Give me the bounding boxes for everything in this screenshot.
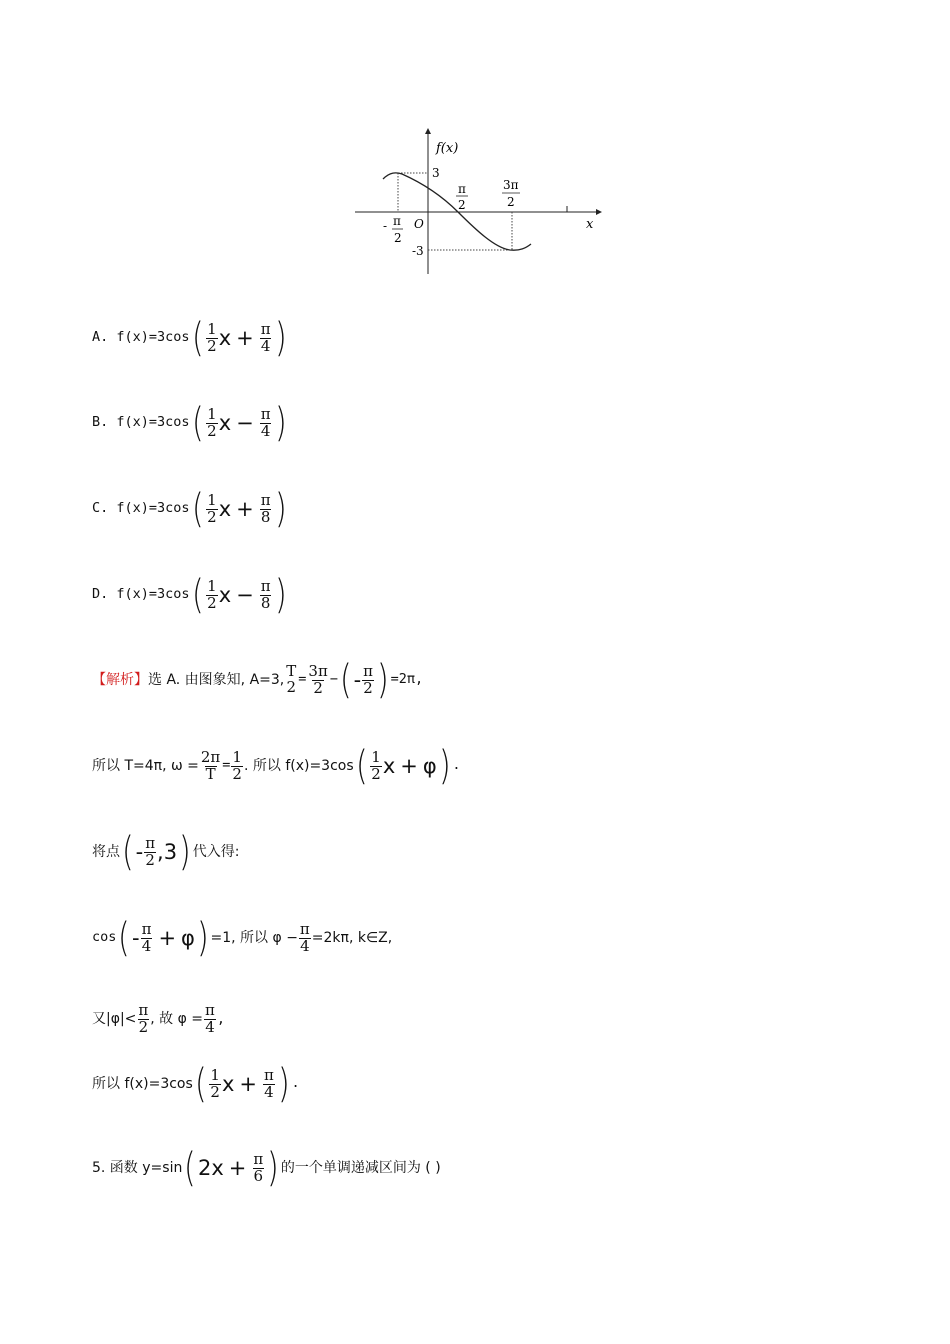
math-part: 6 xyxy=(253,1166,264,1185)
math-part: 2x xyxy=(197,1155,224,1180)
math-part: 4 xyxy=(260,336,271,355)
math-part: + xyxy=(158,925,177,950)
math-part: π xyxy=(260,576,271,595)
math-part xyxy=(307,661,328,697)
math-part xyxy=(263,1065,275,1101)
tick-neg3-label: -3 xyxy=(412,244,424,258)
math-part: =2π, xyxy=(390,671,424,688)
math-part xyxy=(206,576,218,612)
math-part: π xyxy=(363,661,373,680)
math-part: . xyxy=(291,1075,300,1092)
three-pi-num: 3π xyxy=(503,178,519,192)
math-part: x xyxy=(221,1071,235,1096)
math-part xyxy=(285,664,297,696)
math-part xyxy=(206,319,218,355)
math-part: x xyxy=(218,582,232,607)
math-part: ( xyxy=(191,572,204,618)
math-part xyxy=(141,919,153,955)
math-part: 1 xyxy=(207,490,217,509)
neg-sign: - xyxy=(383,219,388,233)
option-prefix: C. f(x)=3cos xyxy=(92,500,190,517)
math-part: 2 xyxy=(371,764,381,783)
math-part xyxy=(231,747,243,783)
math-part: π xyxy=(138,1001,149,1019)
math-part: ( xyxy=(121,829,134,875)
origin-label: O xyxy=(414,217,424,231)
solution-line-2 xyxy=(92,743,461,789)
math-part: = xyxy=(298,671,307,688)
math-part: + xyxy=(400,753,418,778)
math-part: 2π xyxy=(200,747,221,766)
math-part: , xyxy=(216,1010,226,1027)
math-part: - xyxy=(135,839,144,864)
math-part: + xyxy=(239,1071,257,1096)
math-part xyxy=(252,1149,264,1185)
math-part: − xyxy=(329,671,338,688)
solution-tag: 【解析】 xyxy=(92,672,148,688)
math-part: x xyxy=(218,410,232,435)
math-part xyxy=(206,490,218,526)
math-part: π xyxy=(260,404,271,423)
math-part xyxy=(370,747,382,783)
math-part xyxy=(137,1003,149,1036)
math-part: T xyxy=(205,764,216,783)
neg-pi-num: π xyxy=(393,214,401,228)
option-prefix: D. f(x)=3cos xyxy=(92,586,190,603)
math-part: 4 xyxy=(260,421,271,440)
math-part: ( xyxy=(191,315,204,361)
math-part: π xyxy=(205,1001,215,1019)
math-part: 2 xyxy=(313,678,323,697)
math-part: ( xyxy=(194,1061,207,1107)
math-part: 2 xyxy=(363,678,373,697)
math-part xyxy=(260,490,272,526)
math-part: + xyxy=(236,325,254,350)
math-part xyxy=(299,919,311,955)
math-part: ( xyxy=(355,743,368,789)
math-part: ( xyxy=(191,400,204,446)
math-part xyxy=(204,1003,216,1036)
math-part: 2 xyxy=(232,764,242,783)
math-part: 8 xyxy=(260,507,271,526)
math-part: 2 xyxy=(138,1017,149,1036)
math-part: 的一个单调递减区间为 ( ) xyxy=(280,1160,441,1176)
math-part: T xyxy=(286,662,297,681)
x-axis-arrow-icon xyxy=(596,209,602,215)
math-part: φ xyxy=(422,753,437,778)
math-part xyxy=(200,747,221,783)
math-part: 2 xyxy=(207,336,217,355)
math-part xyxy=(260,319,272,355)
math-part: 4 xyxy=(264,1082,274,1101)
question-5 xyxy=(92,1145,441,1191)
math-part: 1 xyxy=(232,747,242,766)
math-part: cos xyxy=(92,929,117,946)
math-part: 3 xyxy=(163,839,178,864)
math-part: 代入得: xyxy=(192,844,240,860)
math-part: ) xyxy=(267,1145,279,1191)
math-part: ( xyxy=(191,486,204,532)
option-d xyxy=(92,572,288,618)
option-prefix: A. f(x)=3cos xyxy=(92,329,190,346)
solution-line-3 xyxy=(92,829,240,875)
tick-3-label: 3 xyxy=(432,166,440,180)
math-part: + xyxy=(228,1155,247,1180)
math-part: π xyxy=(253,1149,264,1168)
math-part: = xyxy=(222,757,231,774)
math-part: 1 xyxy=(207,319,217,338)
math-part: 2 xyxy=(286,678,297,696)
math-part: ) xyxy=(274,572,287,618)
pi-half-den: 2 xyxy=(458,198,466,212)
math-part: . 所以 f(x)=3cos xyxy=(243,758,354,774)
pi-half-num: π xyxy=(458,182,466,196)
math-part: ( xyxy=(339,657,352,703)
math-part xyxy=(209,1065,221,1101)
math-part: . xyxy=(452,757,461,774)
math-part: ) xyxy=(196,915,209,961)
math-part: 3π xyxy=(308,661,328,680)
math-part: 选 A. 由图象知, A=3, xyxy=(148,672,285,688)
math-part xyxy=(260,404,272,440)
math-part: π xyxy=(299,919,310,938)
math-part xyxy=(260,576,272,612)
math-part: − xyxy=(236,410,254,435)
math-part: π xyxy=(260,490,271,509)
math-part: - xyxy=(353,667,362,692)
math-part: − xyxy=(236,582,254,607)
option-c xyxy=(92,486,288,532)
math-part: - xyxy=(132,925,140,950)
math-part: 1 xyxy=(207,404,217,423)
math-part: 将点 xyxy=(92,844,120,860)
math-part: ( xyxy=(184,1145,197,1191)
math-part: π xyxy=(260,319,271,338)
option-b xyxy=(92,400,288,446)
math-part xyxy=(206,404,218,440)
math-part xyxy=(362,661,374,697)
option-a xyxy=(92,315,288,361)
math-part: 1 xyxy=(371,747,381,766)
math-part: , 故 φ = xyxy=(150,1011,204,1028)
math-part: 所以 f(x)=3cos xyxy=(92,1076,193,1092)
solution-line-6 xyxy=(92,1061,300,1107)
math-part: 2 xyxy=(210,1082,220,1101)
math-part: ) xyxy=(274,315,287,361)
three-pi-den: 2 xyxy=(507,195,515,209)
math-part: 1 xyxy=(207,576,217,595)
math-part: =2kπ, k∈Z, xyxy=(311,930,393,946)
function-graph xyxy=(350,126,610,276)
math-part: 5. 函数 y=sin xyxy=(92,1160,183,1176)
math-part: ( xyxy=(118,915,131,961)
x-axis-label: x xyxy=(586,217,594,232)
math-part: ) xyxy=(438,743,451,789)
math-part: , xyxy=(157,839,164,864)
math-part: x xyxy=(382,753,396,778)
math-part: ) xyxy=(277,1061,290,1107)
math-part: 4 xyxy=(300,936,310,955)
y-axis-arrow-icon xyxy=(425,128,431,134)
math-part: =1, 所以 φ − xyxy=(210,930,298,946)
math-part: x xyxy=(218,496,232,521)
math-part: π xyxy=(141,919,152,938)
math-part: 2 xyxy=(145,850,155,869)
math-part: 2 xyxy=(207,507,217,526)
option-prefix: B. f(x)=3cos xyxy=(92,414,190,431)
math-part: π xyxy=(264,1065,274,1084)
math-part: 2 xyxy=(207,593,217,612)
solution-line-5 xyxy=(92,1003,225,1036)
math-part: 2 xyxy=(207,421,217,440)
math-part: 1 xyxy=(210,1065,220,1084)
math-part: ) xyxy=(376,657,389,703)
math-part: ) xyxy=(274,400,287,446)
math-part: π xyxy=(145,833,156,852)
math-part: 4 xyxy=(205,1017,215,1036)
math-part xyxy=(144,833,156,869)
solution-line-1 xyxy=(92,657,424,703)
neg-pi-den: 2 xyxy=(394,231,402,245)
math-part: ) xyxy=(179,829,191,875)
math-part: + xyxy=(236,496,254,521)
math-part: 又|φ|< xyxy=(92,1011,137,1028)
y-axis-label: f(x) xyxy=(436,141,459,156)
math-part: x xyxy=(218,325,232,350)
math-part: 所以 T=4π, ω = xyxy=(92,758,199,774)
solution-line-4 xyxy=(92,915,393,961)
math-part: 8 xyxy=(260,593,271,612)
math-part: ) xyxy=(274,486,287,532)
math-part: φ xyxy=(181,925,195,950)
math-part: 4 xyxy=(141,936,152,955)
